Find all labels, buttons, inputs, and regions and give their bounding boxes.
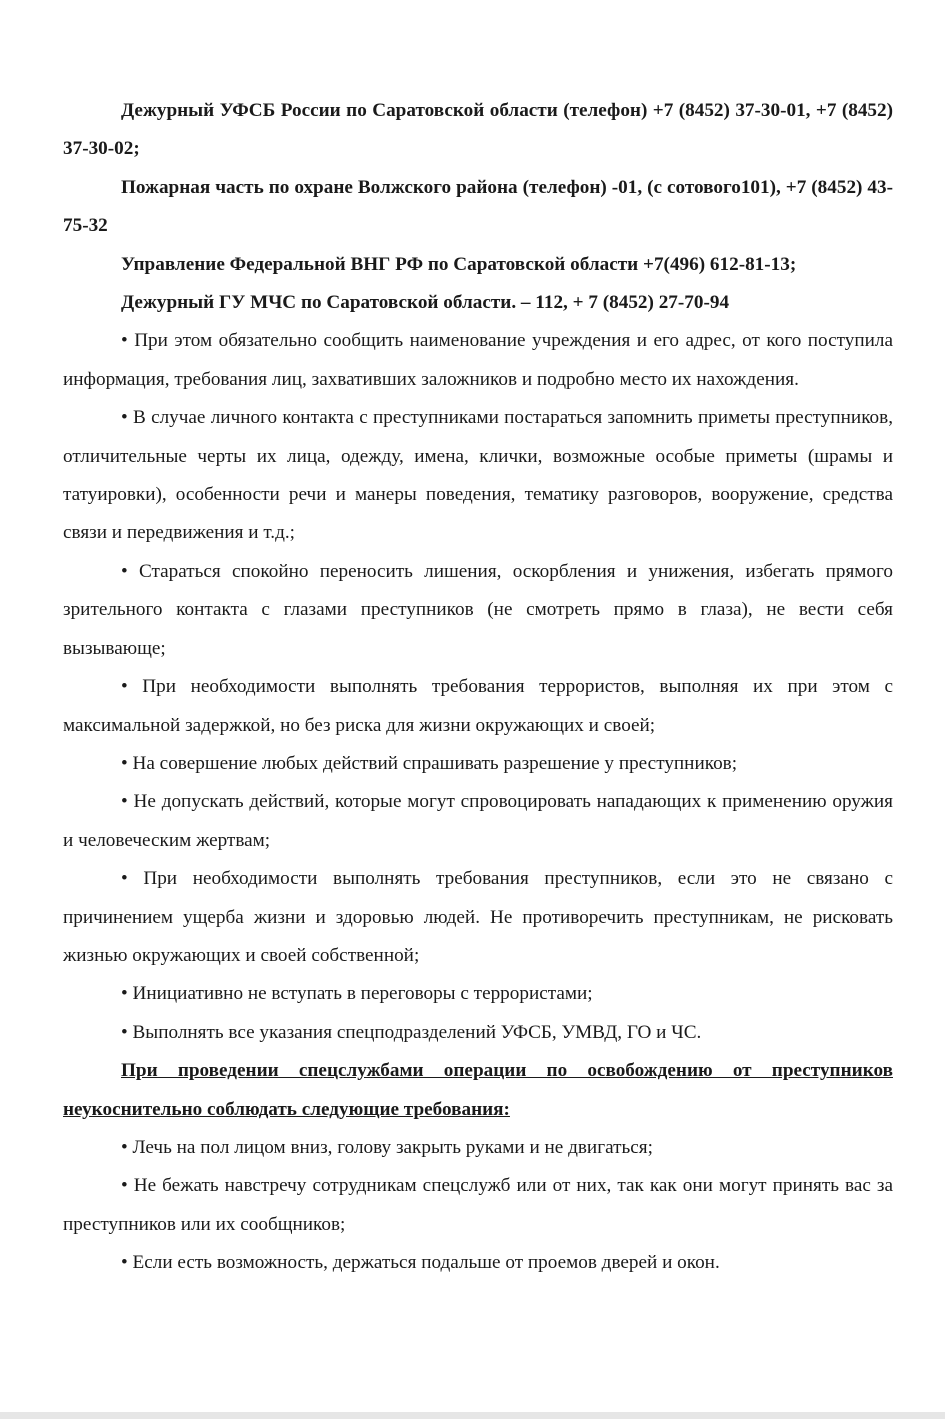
contact-vng: Управление Федеральной ВНГ РФ по Саратовской области +7(496) 612-81-13; (121, 253, 797, 275)
bullet-lie-down: • Лечь на пол лицом вниз, голову закрыть руками и не двигаться; (121, 1136, 653, 1158)
bullet-comply-criminals: • При необходимости выполнять требования преступников, если это не связано с причинением ущерба жизни и здоровью людей. Не противоречить преступникам, не рисковать жизнью окружающих и своей собственной; (63, 868, 893, 966)
bullet-dont-run: • Не бежать навстречу сотрудникам спецслужб или от них, так как они могут принять вас за преступников или их сообщников; (63, 1175, 893, 1235)
bullet-follow-instructions: • Выполнять все указания спецподразделений УФСБ, УМВД, ГО и ЧС. (121, 1021, 702, 1043)
operation-heading: При проведении спецслужбами операции по освобождению от преступников неукоснительно соблюдать следующие требования: (63, 1060, 893, 1120)
bullet-ask-permission: • На совершение любых действий спрашивать разрешение у преступников; (121, 752, 738, 774)
contact-mchs: Дежурный ГУ МЧС по Саратовской области. – 112, + 7 (8452) 27-70-94 (121, 292, 730, 314)
bullet-endure: • Стараться спокойно переносить лишения, оскорбления и унижения, избегать прямого зрительного контакта с глазами преступников (не смотреть прямо в глаза), не вести себя вызывающе; (63, 560, 893, 659)
page-bottom-edge (0, 1412, 945, 1419)
contact-fsb: Дежурный УФСБ России по Саратовской области (телефон) +7 (8452) 37-30-01, +7 (8452) 37-30-02; (63, 100, 893, 160)
bullet-comply-terrorists: • При необходимости выполнять требования террористов, выполняя их при этом с максимальной задержкой, но без риска для жизни окружающих и своей; (63, 676, 893, 736)
bullet-report-info: • При этом обязательно сообщить наименование учреждения и его адрес, от кого поступила информация, требования лиц, захвативших заложников и подробно место их нахождения. (63, 330, 893, 390)
contact-fire: Пожарная часть по охране Волжского района (телефон) -01, (с сотового101), +7 (8452) 43-75-32 (63, 176, 893, 237)
bullet-no-provocation: • Не допускать действий, которые могут спровоцировать нападающих к применению оружия и человеческим жертвам; (63, 791, 893, 851)
bullet-stay-away-openings: • Если есть возможность, держаться подальше от проемов дверей и окон. (121, 1252, 720, 1274)
bullet-no-negotiation: • Инициативно не вступать в переговоры с террористами; (121, 983, 593, 1005)
bullet-remember-features: • В случае личного контакта с преступниками постараться запомнить приметы преступников, отличительные черты их лица, одежду, имена, клички, возможные особые приметы (шрамы и татуировки), особенности речи и манеры поведения, тематику разговоров, вооружение, средства связи и передвижения и т.д.; (63, 407, 893, 544)
